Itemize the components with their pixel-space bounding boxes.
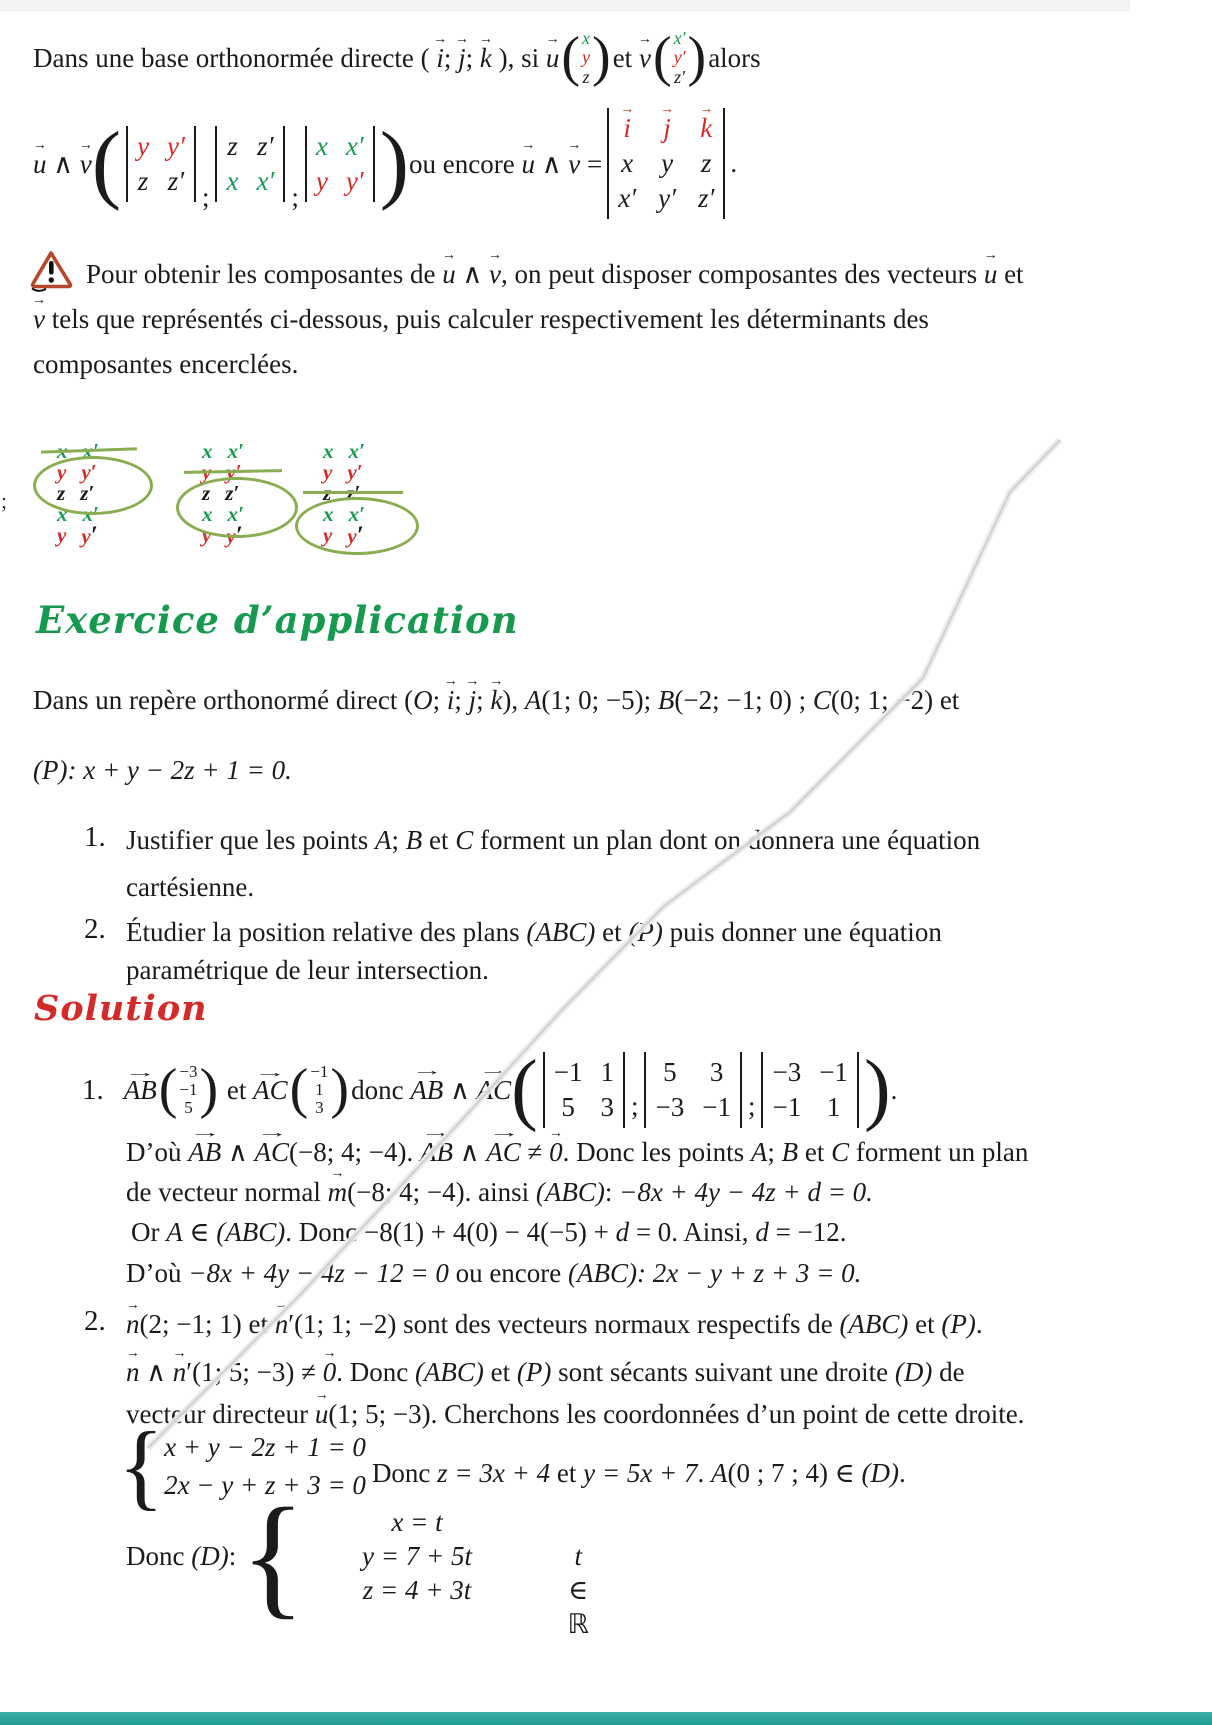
det-bar <box>740 1052 742 1128</box>
question-2-line-1: Étudier la position relative des plans (ABC) et (P) puis donner une équation <box>126 917 942 947</box>
solution-1-line-1: D’où → AB ∧ → AC(−8; 4; −4). → AB ∧ → AC ≠ → 0. Donc les points A; B et C forment un plan <box>126 1135 1028 1169</box>
brace-left: { <box>118 1412 165 1519</box>
ab-x: −3 <box>179 1061 198 1081</box>
det-cell: z <box>227 130 238 161</box>
grid-row: x x′ <box>323 439 365 463</box>
det-cell: z <box>700 148 712 179</box>
det-cell: y <box>315 165 328 196</box>
det-cell: z <box>137 165 149 196</box>
det-cell: 1 <box>826 1092 841 1123</box>
paren-left: ( <box>91 114 122 212</box>
grid-row: y y′ <box>323 460 363 484</box>
det-cell: y <box>661 148 674 179</box>
param-y: y = 7 + 5t t ∈ ℝ <box>362 1541 589 1640</box>
i-vector: → i <box>623 111 631 146</box>
donc-text: donc → AB ∧ → AC <box>351 1073 511 1107</box>
det-cell: −3 <box>655 1092 685 1123</box>
question-2-line-2: paramétrique de leur intersection. <box>126 955 489 985</box>
grid-row: x x′ <box>202 439 244 463</box>
ac-x: −1 <box>310 1061 329 1081</box>
exercise-heading: Exercice d’application <box>36 598 519 642</box>
det-cell: −3 <box>772 1057 802 1087</box>
grid-row: z z′ <box>57 481 95 505</box>
det-cell: x′ <box>618 183 637 214</box>
question-1-number: 1. <box>84 821 106 853</box>
grid-row: y y′ <box>57 521 98 549</box>
ab-vector: → AB <box>124 1075 157 1106</box>
determinant-2 <box>644 1052 741 1128</box>
paren-right: ) <box>199 1058 219 1121</box>
det-cell: 3 <box>709 1057 724 1087</box>
u-column-vector <box>561 26 611 89</box>
determinant-3 <box>761 1052 858 1128</box>
question-2-number: 2. <box>84 913 106 945</box>
det-cell: z′ <box>257 130 274 161</box>
param-condition: t ∈ ℝ <box>567 1541 589 1640</box>
solution-1-line-4: D’où −8x + 4y − 4z − 12 = 0 ou encore (ABC): 2x − y + z + 3 = 0. <box>126 1258 862 1288</box>
v-z: z′ <box>674 66 686 87</box>
component-grid-2 <box>202 439 258 549</box>
paren-right: ) <box>592 26 611 89</box>
circle-annotation <box>295 497 419 555</box>
warning-icon <box>28 248 76 294</box>
grid-row: x x′ <box>57 502 99 526</box>
grid-row: y y′ <box>202 521 243 549</box>
solution-heading: Solution <box>34 988 208 1029</box>
component-grid-3 <box>323 439 379 549</box>
circle-annotation <box>176 477 298 538</box>
det-cell: −1 <box>772 1092 802 1123</box>
solution-1-line-2: de vecteur normal → m(−8; 4; −4). ainsi (ABC): −8x + 4y − 4z + d = 0. <box>126 1175 873 1209</box>
cross-product-formula <box>33 108 737 219</box>
v-y: y′ <box>673 47 686 68</box>
determinant-xy <box>305 126 375 202</box>
separator: ; <box>747 1091 756 1122</box>
grid-row: x x′ <box>202 502 244 526</box>
paren-left: ( <box>289 1058 309 1121</box>
period: . <box>890 1074 898 1105</box>
u-x: x <box>582 27 591 48</box>
det-cell: x <box>621 148 634 179</box>
det-cell: 5 <box>561 1092 575 1123</box>
question-1-line-2: cartésienne. <box>126 872 255 902</box>
grid-row: x x′ <box>323 502 365 526</box>
et-text: et <box>220 1074 254 1105</box>
solution-1-line-3: Or A ∈ (ABC). Donc −8(1) + 4(0) − 4(−5) + d = 0. Ainsi, d = −12. <box>131 1217 847 1247</box>
det-cell: x <box>226 165 239 196</box>
param-z: z = 4 + 3t <box>362 1575 472 1606</box>
det-cell: 3 <box>600 1092 614 1123</box>
system-eq-1: x + y − 2z + 1 = 0 <box>164 1432 366 1463</box>
paren-left: ( <box>511 1045 538 1134</box>
warning-line-2: → v tels que représentés ci-dessous, puis calculer respectivement les déterminants des <box>33 302 929 336</box>
margin-artifact: ; <box>1 488 8 513</box>
parametric-label: Donc (D): <box>126 1541 237 1572</box>
paren-left: ( <box>561 26 581 89</box>
component-grid-1 <box>57 441 113 549</box>
det-cell: y′ <box>167 130 185 161</box>
system-conclusion: Donc z = 3x + 4 et y = 5x + 7. A(0 ; 7 ; 4) ∈ (D). <box>371 1458 906 1489</box>
det-cell: x <box>315 130 328 161</box>
separator: ; <box>630 1091 639 1122</box>
det-cell: y′ <box>345 165 364 196</box>
ab-column-vector <box>158 1058 219 1121</box>
ac-vector: → AC <box>253 1075 288 1106</box>
det-cell: y′ <box>658 183 676 214</box>
u-y: y <box>582 47 591 68</box>
formula-lhs: → u ∧ → v <box>33 147 92 181</box>
det-cell: −1 <box>702 1092 731 1123</box>
j-vector: → j <box>663 111 671 146</box>
brace-left: { <box>240 1481 306 1631</box>
k-vector: → k <box>700 111 712 146</box>
det-cell: x′ <box>256 165 275 196</box>
solution-2-line-3: vecteur directeur → u(1; 5; −3). Cherchons les coordonnées d’un point de cette droite. <box>126 1397 1024 1431</box>
param-x: x = t <box>391 1507 443 1538</box>
det-bar <box>194 126 196 202</box>
u-z: z <box>582 66 590 87</box>
separator: ; <box>291 182 299 213</box>
ab-z: 5 <box>184 1098 193 1118</box>
circle-annotation <box>33 456 153 515</box>
ab-y: −1 <box>179 1079 198 1099</box>
scan-edge-artifact <box>0 0 1130 12</box>
plane-equation: (P): x + y − 2z + 1 = 0. <box>33 755 292 785</box>
header-text-post: alors <box>708 43 761 73</box>
grid-row: y y′ <box>323 521 364 549</box>
det-cell: −1 <box>819 1057 848 1087</box>
det-bar <box>723 108 725 219</box>
solution-1-number: 1. <box>82 1073 104 1106</box>
solution-1-formula <box>82 1045 898 1134</box>
det-bar <box>857 1052 859 1128</box>
det-cell: z′ <box>167 165 185 196</box>
bottom-edge-bar <box>0 1712 1212 1725</box>
paren-left: ( <box>652 26 672 89</box>
det-cell: z′ <box>698 183 715 214</box>
grid-row: z z′ <box>202 481 240 505</box>
period: . <box>730 148 738 179</box>
det-cell: −1 <box>553 1057 583 1087</box>
solution-2-line-2: → n ∧ → n′(1; 5; −3) ≠ → 0. Donc (ABC) et (P) sont sécants suivant une droite (D) de <box>126 1355 965 1389</box>
paren-left: ( <box>158 1058 178 1121</box>
det-bar <box>283 126 285 202</box>
ac-column-vector <box>289 1058 350 1121</box>
header-text-pre: Dans une base orthonormée directe ( → i; → j; → k ), si → u <box>33 41 559 75</box>
determinant-yz <box>126 126 196 202</box>
formula-mid: ou encore → u ∧ → v = <box>409 147 602 181</box>
paren-right: ) <box>687 26 707 89</box>
question-1-line-1: Justifier que les points A; B et C forment un plan dont on donnera une équation <box>126 825 981 855</box>
solution-2-line-1: → n(2; −1; 1) et → n′(1; 1; −2) sont des vecteurs normaux respectifs de (ABC) et (P). <box>126 1307 983 1341</box>
paren-right: ) <box>330 1058 350 1121</box>
system-eq-2: 2x − y + z + 3 = 0 <box>164 1470 366 1501</box>
warning-line-1: Pour obtenir les composantes de → u ∧ → v, on peut disposer composantes des vecteurs → u et <box>86 257 1024 291</box>
det-bar <box>623 1052 625 1128</box>
v-x: x′ <box>673 27 686 48</box>
paren-right: ) <box>379 114 410 212</box>
det-cell: 5 <box>663 1057 677 1087</box>
grid-row: y y′ <box>57 460 97 484</box>
determinant-1 <box>543 1052 625 1128</box>
paren-right: ) <box>863 1045 891 1134</box>
ac-y: 1 <box>315 1079 324 1099</box>
solution-2-number: 2. <box>84 1305 106 1337</box>
ac-z: 3 <box>315 1098 324 1118</box>
header-text-mid: et → v <box>613 41 651 75</box>
equation-system <box>118 1412 906 1519</box>
warning-line-3: composantes encerclées. <box>33 349 299 379</box>
determinant-zx <box>215 126 285 202</box>
separator: ; <box>201 182 210 213</box>
det-cell: 1 <box>600 1057 614 1087</box>
strike-annotation <box>303 491 403 494</box>
exercise-intro: Dans un repère orthonormé direct (O; → i; → j; → k), A(1; 0; −5); B(−2; −1; 0) ; C(0; 1; −2) et <box>33 683 959 717</box>
det-bar <box>373 126 375 202</box>
v-column-vector <box>652 26 707 89</box>
det-cell: x′ <box>345 130 364 161</box>
determinant-3x3 <box>607 108 725 219</box>
header-definition-line <box>33 26 761 90</box>
det-cell: y <box>137 130 150 161</box>
